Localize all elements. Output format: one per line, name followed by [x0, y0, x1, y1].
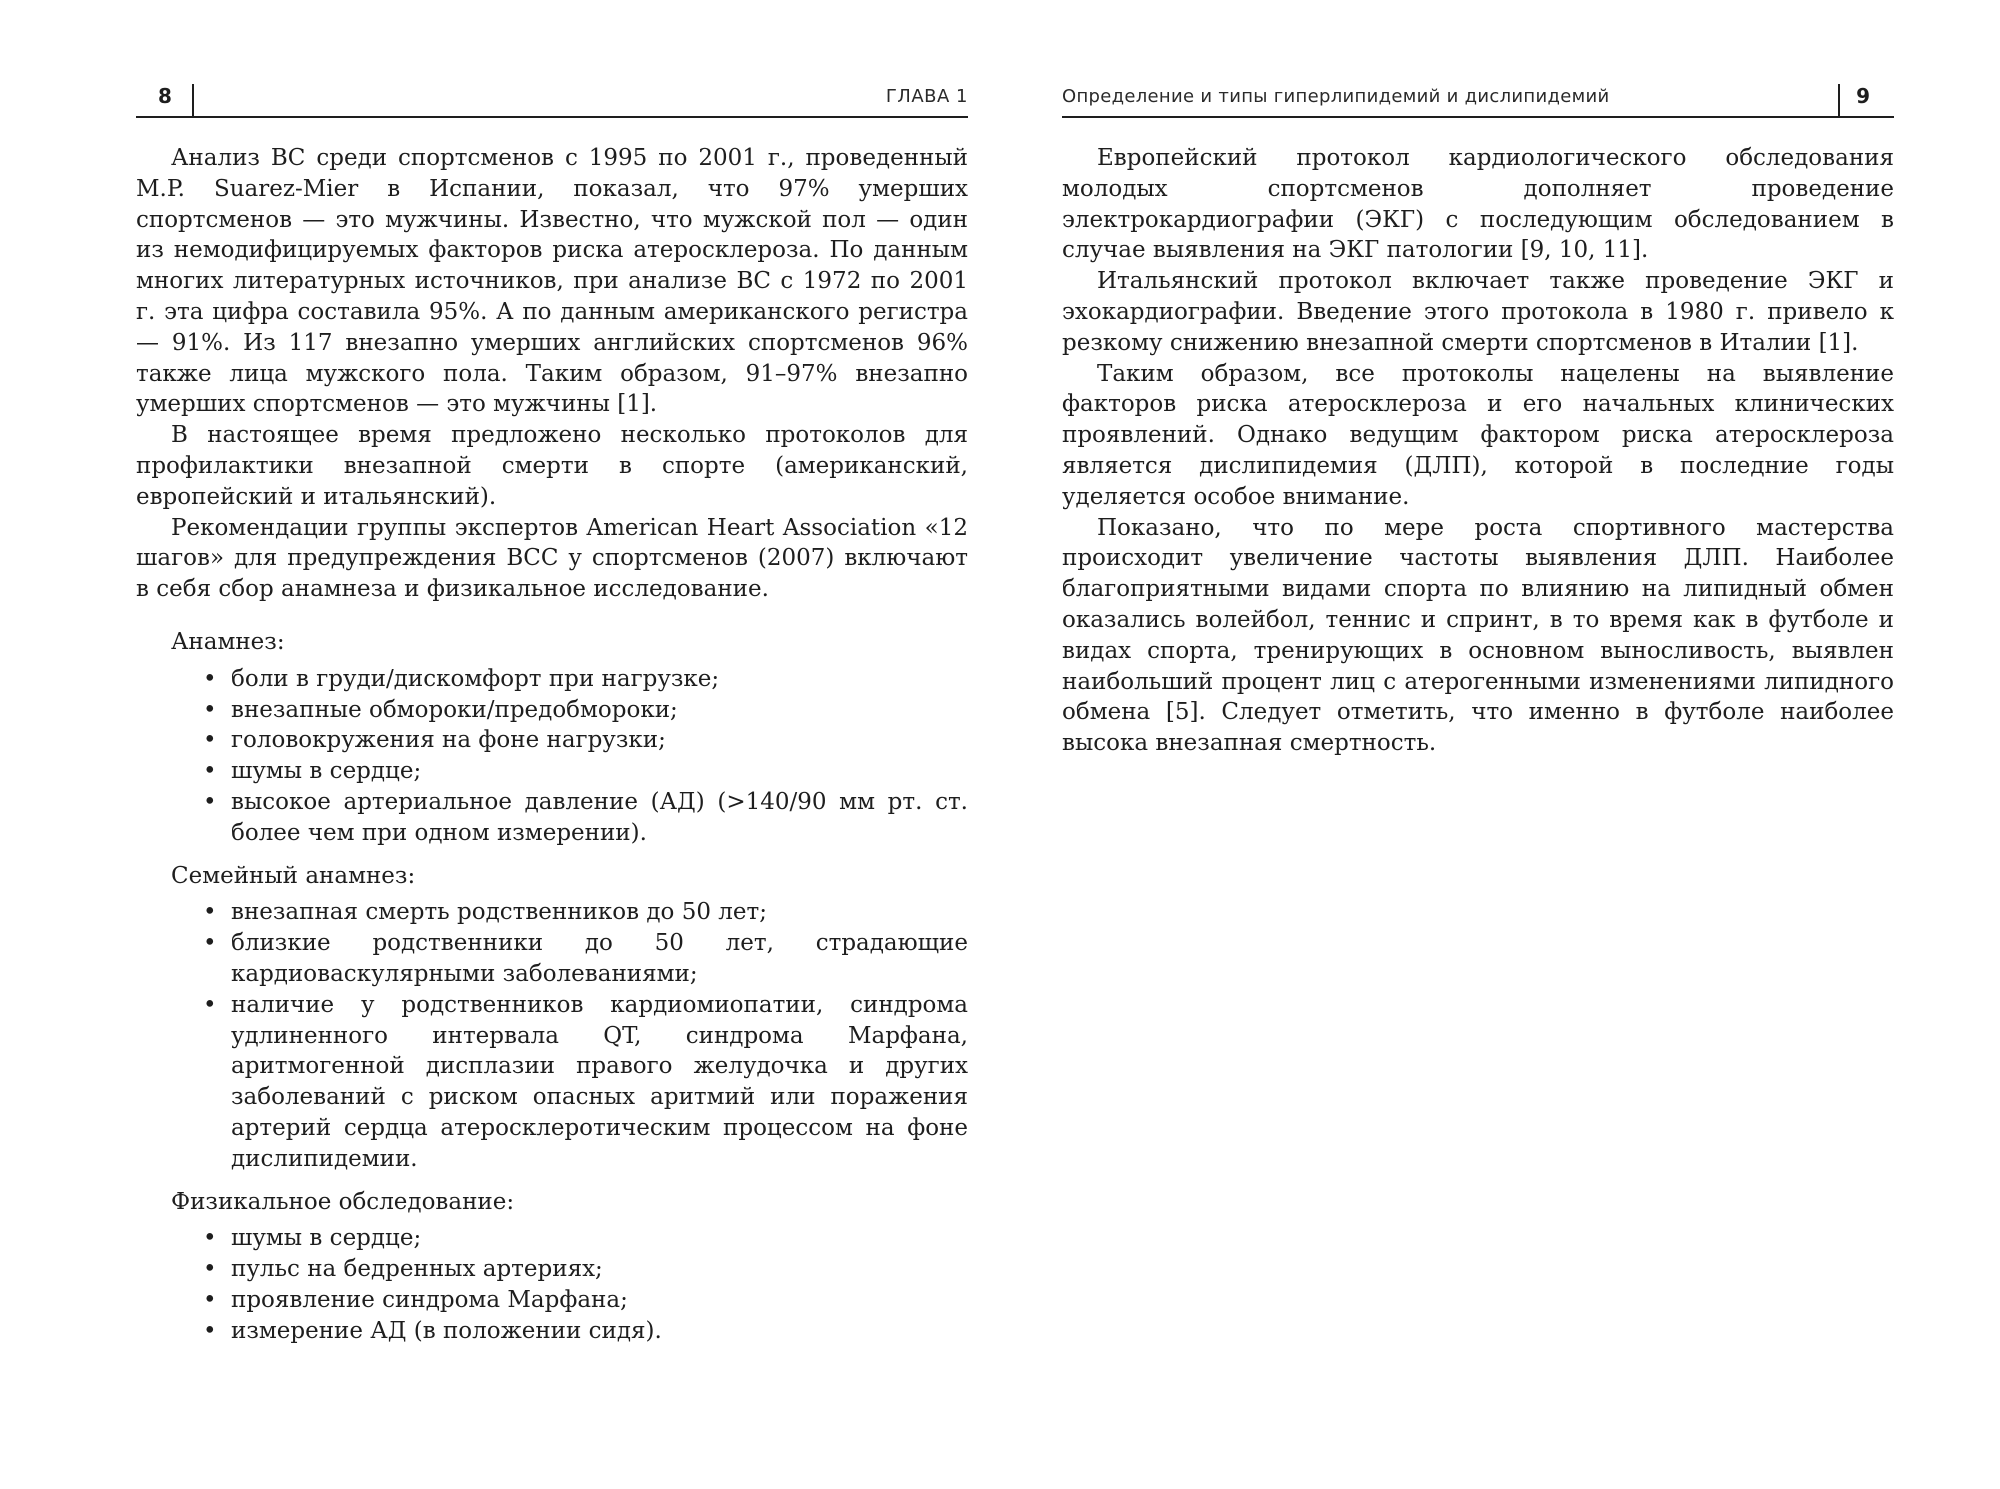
list-item: • шумы в сердце; [231, 1223, 968, 1254]
list-item: • проявление синдрома Марфана; [231, 1285, 968, 1316]
paragraph: Итальянский протокол включает также проведение ЭКГ и эхокардиографии. Введение этого протокола в 1980 г. привело к резкому снижению внезапной смерти спортсменов в Италии [1]. [1062, 268, 1894, 356]
list-item: • измерение АД (в положении сидя). [231, 1316, 968, 1347]
physical-exam-label: Физикальное обследование: [171, 1188, 515, 1215]
anamnesis-label: Анамнез: [171, 628, 285, 655]
left-page-number: 8 [158, 84, 172, 108]
right-body-text [1062, 143, 1894, 759]
physical-exam-list [136, 1223, 968, 1346]
paragraph: Анализ ВС среди спортсменов с 1995 по 2001 г., проведенный M.P. Suarez-Mier в Испании, показал, что 97% умерших спортсменов — это мужчины. Известно, что мужской пол — один из немодифицируемых факторов риска атеросклероза. По данным многих литературных источников, при анализе ВС с 1972 по 2001 г. эта цифра составила 95%. А по данным американского регистра — 91%. Из 117 внезапно умерших английских спортсменов 96% также лица мужского пола. Таким образом, 91–97% внезапно умерших спортсменов — это мужчины [1]. [136, 145, 968, 418]
paragraph: Рекомендации группы экспертов American Heart Association «12 шагов» для предупреждения ВСС у спортсменов (2007) включают в себя сбор анамнеза и физикальное исследование. [136, 514, 968, 603]
paragraph: В настоящее время предложено несколько протоколов для профилактики внезапной смерти в спорте (американский, европейский и итальянский). [136, 422, 968, 510]
family-anamnesis-list [136, 897, 968, 1174]
list-item: • наличие у родственников кардиомиопатии, синдрома удлиненного интервала QT, синдрома Марфана, аритмогенной дисплазии правого желудочка и других заболеваний с риском опасных аритмий или поражения артерий сердца атеросклеротическим процессом на фоне дислипидемии. [231, 990, 968, 1175]
header-separator [192, 84, 194, 116]
list-item: • близкие родственники до 50 лет, страдающие кардиоваскулярными заболеваниями; [231, 928, 968, 990]
right-running-header [1062, 82, 1894, 118]
list-item: • головокружения на фоне нагрузки; [231, 725, 968, 756]
right-page [1000, 0, 2000, 1489]
list-item: • внезапная смерть родственников до 50 лет; [231, 897, 968, 928]
family-anamnesis-label: Семейный анамнез: [171, 862, 416, 889]
anamnesis-list [136, 664, 968, 849]
left-body-text [136, 143, 968, 1358]
chapter-header: ГЛАВА 1 [885, 86, 968, 107]
right-page-number: 9 [1856, 84, 1870, 108]
paragraph: Таким образом, все протоколы нацелены на выявление факторов риска атеросклероза и его начальных клинических проявлений. Однако ведущим фактором риска атеросклероза является дислипидемия (ДЛП), которой в последние годы уделяется особое внимание. [1062, 360, 1894, 510]
list-item: • высокое артериальное давление (АД) (>140/90 мм рт. ст. более чем при одном измерении). [231, 787, 968, 849]
list-item: • внезапные обмороки/предобмороки; [231, 695, 968, 726]
section-header: Определение и типы гиперлипидемий и дислипидемий [1062, 86, 1610, 107]
list-item: • пульс на бедренных артериях; [231, 1254, 968, 1285]
left-running-header [136, 82, 968, 118]
paragraph: Европейский протокол кардиологического обследования молодых спортсменов дополняет проведение электрокардиографии (ЭКГ) с последующим обследованием в случае выявления на ЭКГ патологии [9, 10, 11]. [1062, 145, 1894, 264]
list-item: • боли в груди/дискомфорт при нагрузке; [231, 664, 968, 695]
list-item: • шумы в сердце; [231, 756, 968, 787]
header-separator [1838, 84, 1840, 116]
paragraph: Показано, что по мере роста спортивного мастерства происходит увеличение частоты выявления ДЛП. Наиболее благоприятными видами спорта по влиянию на липидный обмен оказались волейбол, теннис и спринт, в то время как в футболе и видах спорта, тренирующих в основном выносливость, выявлен наибольший процент лиц с атерогенными изменениями липидного обмена [5]. Следует отметить, что именно в футболе наиболее высока внезапная смертность. [1062, 514, 1894, 757]
